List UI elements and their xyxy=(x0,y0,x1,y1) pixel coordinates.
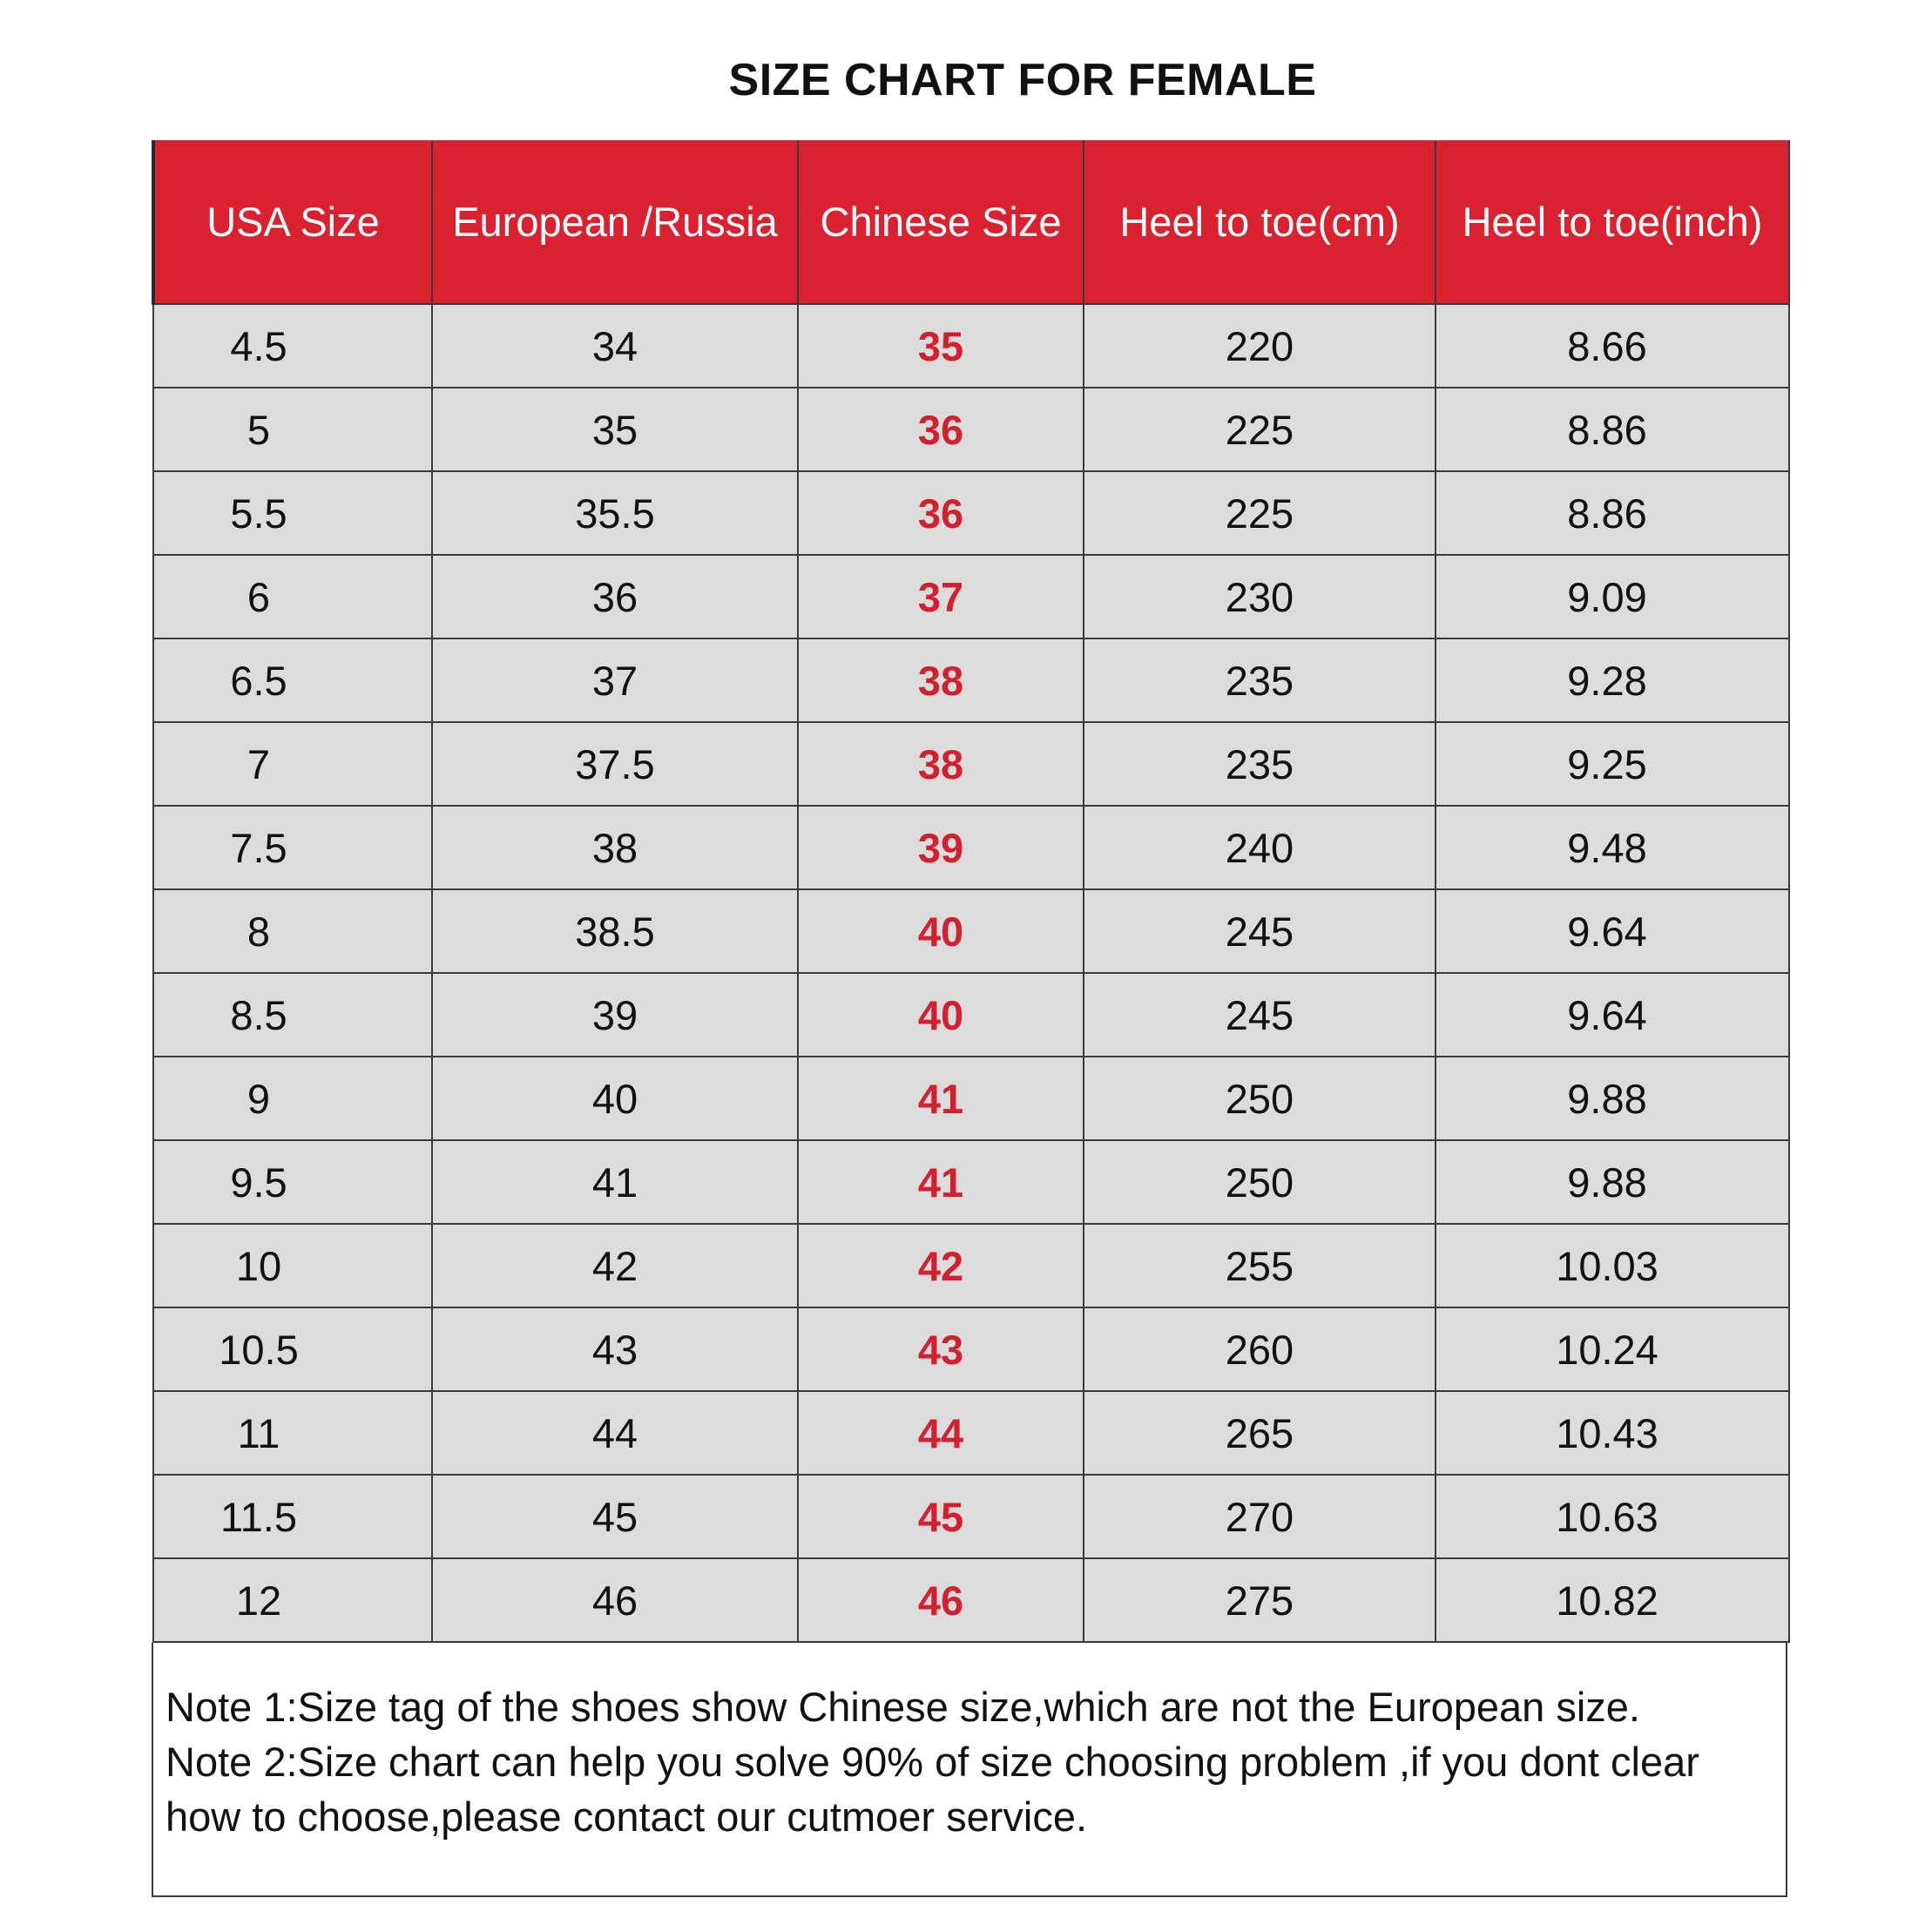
cell-chinese-size: 41 xyxy=(798,1140,1084,1224)
cell-european-russia: 39 xyxy=(432,973,798,1057)
table-row xyxy=(153,638,1789,722)
note-2: Note 2:Size chart can help you solve 90% of size choosing problem ,if you dont clear how to choose,please contact our cutmoer service. xyxy=(166,1739,1699,1840)
cell-chinese-size: 44 xyxy=(798,1391,1084,1475)
cell-heel-to-toe-cm: 245 xyxy=(1084,973,1435,1057)
cell-heel-to-toe-cm: 240 xyxy=(1084,806,1435,889)
cell-usa-size xyxy=(153,388,432,471)
cell-heel-to-toe-inch: 9.88 xyxy=(1435,1057,1789,1140)
cell-chinese-size: 38 xyxy=(798,722,1084,806)
header-chinese-size: Chinese Size xyxy=(798,140,1084,304)
header-european-russia: European /Russia xyxy=(432,140,798,304)
cell-usa-size-value: 10.5 xyxy=(219,1326,299,1373)
cell-heel-to-toe-inch: 9.25 xyxy=(1435,722,1789,806)
table-row xyxy=(153,1140,1789,1224)
cell-chinese-size: 36 xyxy=(798,471,1084,555)
table-body xyxy=(153,304,1789,1642)
note-1: Note 1:Size tag of the shoes show Chinese size,which are not the European size. xyxy=(166,1684,1640,1730)
size-chart xyxy=(152,140,1787,1897)
cell-usa-size-value: 7.5 xyxy=(230,824,287,871)
cell-heel-to-toe-cm: 275 xyxy=(1084,1558,1435,1642)
cell-usa-size xyxy=(153,555,432,638)
cell-usa-size-value: 9.5 xyxy=(230,1159,287,1206)
table-row xyxy=(153,388,1789,471)
cell-chinese-size: 41 xyxy=(798,1057,1084,1140)
table-row xyxy=(153,555,1789,638)
cell-usa-size-value: 6 xyxy=(247,573,271,620)
cell-usa-size-value: 5 xyxy=(247,406,271,453)
cell-heel-to-toe-cm: 220 xyxy=(1084,304,1435,388)
table-row xyxy=(153,806,1789,889)
cell-heel-to-toe-inch: 9.48 xyxy=(1435,806,1789,889)
cell-usa-size xyxy=(153,471,432,555)
cell-usa-size-value: 8 xyxy=(247,908,271,955)
cell-heel-to-toe-cm: 250 xyxy=(1084,1057,1435,1140)
cell-european-russia: 37 xyxy=(432,638,798,722)
cell-heel-to-toe-cm: 250 xyxy=(1084,1140,1435,1224)
cell-chinese-size: 42 xyxy=(798,1224,1084,1307)
cell-european-russia: 35 xyxy=(432,388,798,471)
cell-usa-size-value: 11.5 xyxy=(220,1493,297,1540)
cell-usa-size-value: 9 xyxy=(247,1075,271,1122)
cell-usa-size-value: 4.5 xyxy=(230,322,287,369)
cell-european-russia: 36 xyxy=(432,555,798,638)
cell-chinese-size: 46 xyxy=(798,1558,1084,1642)
cell-heel-to-toe-cm: 255 xyxy=(1084,1224,1435,1307)
table-row xyxy=(153,1558,1789,1642)
table-row xyxy=(153,471,1789,555)
cell-european-russia: 35.5 xyxy=(432,471,798,555)
cell-chinese-size: 39 xyxy=(798,806,1084,889)
cell-usa-size xyxy=(153,638,432,722)
cell-heel-to-toe-inch: 9.28 xyxy=(1435,638,1789,722)
cell-heel-to-toe-inch: 9.09 xyxy=(1435,555,1789,638)
cell-usa-size xyxy=(153,806,432,889)
cell-usa-size-value: 10 xyxy=(235,1242,282,1289)
cell-usa-size-value: 5.5 xyxy=(230,490,287,537)
table-row xyxy=(153,722,1789,806)
cell-european-russia: 37.5 xyxy=(432,722,798,806)
cell-usa-size xyxy=(153,973,432,1057)
cell-heel-to-toe-cm: 245 xyxy=(1084,889,1435,973)
cell-european-russia: 43 xyxy=(432,1307,798,1391)
cell-usa-size xyxy=(153,889,432,973)
cell-usa-size-value: 6.5 xyxy=(230,657,287,704)
cell-heel-to-toe-inch: 10.43 xyxy=(1435,1391,1789,1475)
cell-heel-to-toe-inch: 10.82 xyxy=(1435,1558,1789,1642)
cell-heel-to-toe-inch: 8.66 xyxy=(1435,304,1789,388)
cell-heel-to-toe-cm: 225 xyxy=(1084,388,1435,471)
table-row xyxy=(153,889,1789,973)
cell-heel-to-toe-inch: 9.64 xyxy=(1435,973,1789,1057)
cell-heel-to-toe-inch: 10.24 xyxy=(1435,1307,1789,1391)
cell-chinese-size: 45 xyxy=(798,1475,1084,1558)
cell-chinese-size: 40 xyxy=(798,889,1084,973)
cell-usa-size-value: 12 xyxy=(235,1577,282,1624)
cell-chinese-size: 36 xyxy=(798,388,1084,471)
cell-usa-size xyxy=(153,1475,432,1558)
cell-chinese-size: 43 xyxy=(798,1307,1084,1391)
table-row xyxy=(153,1057,1789,1140)
cell-heel-to-toe-cm: 225 xyxy=(1084,471,1435,555)
cell-usa-size xyxy=(153,1140,432,1224)
table-row xyxy=(153,1475,1789,1558)
cell-heel-to-toe-cm: 235 xyxy=(1084,638,1435,722)
cell-european-russia: 38.5 xyxy=(432,889,798,973)
table-row xyxy=(153,1224,1789,1307)
header-row xyxy=(153,140,1789,304)
table-row xyxy=(153,1307,1789,1391)
cell-european-russia: 42 xyxy=(432,1224,798,1307)
cell-usa-size xyxy=(153,304,432,388)
cell-chinese-size: 38 xyxy=(798,638,1084,722)
cell-usa-size xyxy=(153,1558,432,1642)
header-heel-to-toe-cm: Heel to toe(cm) xyxy=(1084,140,1435,304)
table-row xyxy=(153,973,1789,1057)
cell-heel-to-toe-inch: 10.03 xyxy=(1435,1224,1789,1307)
cell-heel-to-toe-cm: 260 xyxy=(1084,1307,1435,1391)
cell-european-russia: 46 xyxy=(432,1558,798,1642)
page-title: SIZE CHART FOR FEMALE xyxy=(728,55,1317,105)
cell-usa-size xyxy=(153,1057,432,1140)
cell-european-russia: 41 xyxy=(432,1140,798,1224)
cell-chinese-size: 40 xyxy=(798,973,1084,1057)
cell-european-russia: 38 xyxy=(432,806,798,889)
cell-heel-to-toe-cm: 270 xyxy=(1084,1475,1435,1558)
cell-chinese-size: 37 xyxy=(798,555,1084,638)
cell-heel-to-toe-cm: 265 xyxy=(1084,1391,1435,1475)
cell-european-russia: 40 xyxy=(432,1057,798,1140)
cell-usa-size-value: 7 xyxy=(247,740,271,787)
notes-box xyxy=(152,1643,1787,1897)
cell-heel-to-toe-inch: 8.86 xyxy=(1435,388,1789,471)
cell-usa-size-value: 11 xyxy=(237,1409,280,1456)
header-usa-size: USA Size xyxy=(153,140,432,304)
cell-european-russia: 34 xyxy=(432,304,798,388)
table-row xyxy=(153,304,1789,388)
cell-usa-size xyxy=(153,1224,432,1307)
cell-european-russia: 45 xyxy=(432,1475,798,1558)
cell-european-russia: 44 xyxy=(432,1391,798,1475)
cell-heel-to-toe-inch: 10.63 xyxy=(1435,1475,1789,1558)
cell-heel-to-toe-cm: 230 xyxy=(1084,555,1435,638)
size-table xyxy=(152,140,1790,1643)
cell-usa-size xyxy=(153,1307,432,1391)
header-heel-to-toe-inch: Heel to toe(inch) xyxy=(1435,140,1789,304)
cell-usa-size-value: 8.5 xyxy=(230,991,287,1038)
cell-heel-to-toe-inch: 9.64 xyxy=(1435,889,1789,973)
cell-heel-to-toe-inch: 8.86 xyxy=(1435,471,1789,555)
table-row xyxy=(153,1391,1789,1475)
cell-heel-to-toe-inch: 9.88 xyxy=(1435,1140,1789,1224)
cell-usa-size xyxy=(153,1391,432,1475)
cell-heel-to-toe-cm: 235 xyxy=(1084,722,1435,806)
cell-chinese-size: 35 xyxy=(798,304,1084,388)
cell-usa-size xyxy=(153,722,432,806)
